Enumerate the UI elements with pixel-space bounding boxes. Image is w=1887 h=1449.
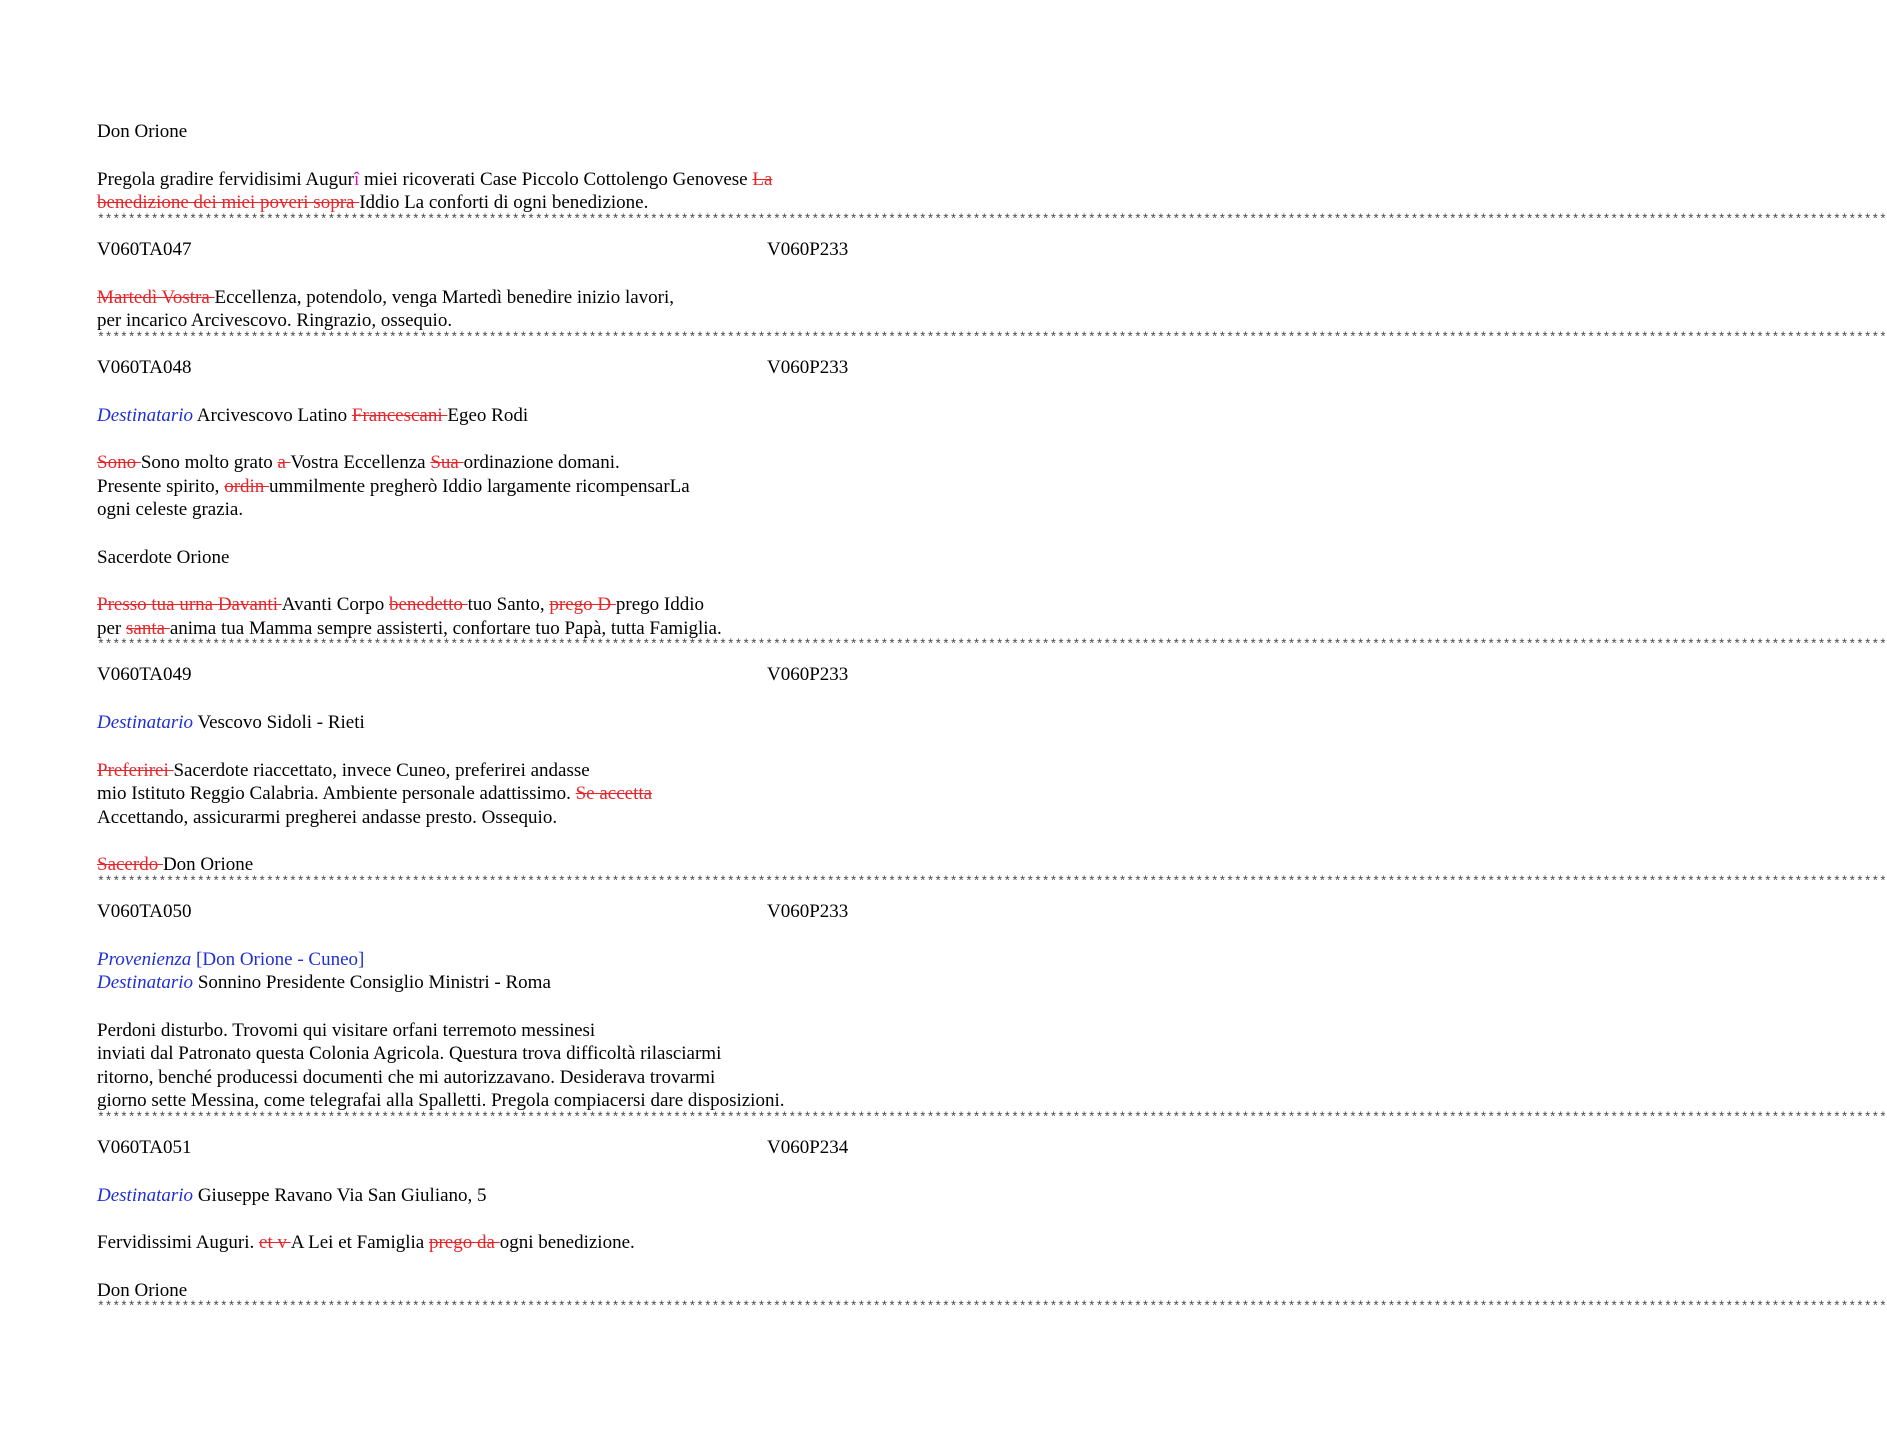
separator-text: ***************************************************************************************************************************************************************************************************************************************** — [97, 873, 1887, 889]
blank-line — [97, 144, 937, 168]
document-code-row — [97, 663, 937, 687]
deleted-text: santa — [126, 617, 170, 639]
blank-line — [97, 995, 937, 1019]
text-line — [97, 1019, 937, 1043]
blank-line — [97, 687, 937, 711]
deleted-text: benedizione dei miei poveri sopra — [97, 192, 360, 213]
highlighted-char: î — [353, 168, 360, 190]
separator-text: ***************************************************************************************************************************************************************************************************************************************** — [97, 637, 1887, 652]
deleted-text: prego da — [428, 1232, 500, 1253]
blank-line — [97, 522, 937, 546]
deleted-text: Se accetta — [575, 783, 653, 804]
deleted-text: Sua — [430, 452, 464, 473]
text-line — [97, 1231, 937, 1255]
blank-line — [97, 1207, 937, 1231]
separator-text: ***************************************************************************************************************************************************************************************************************************************** — [97, 329, 1887, 345]
text-run: Sacerdote riaccettato, invece Cuneo, preferirei andasse — [173, 759, 590, 781]
text-line — [97, 451, 937, 475]
text-run: ritorno, benché producessi documenti che mi autorizzavano. Desiderava trovarmi — [97, 1066, 716, 1088]
text-run: Vostra Eccellenza — [290, 452, 431, 473]
text-run: per incarico Arcivescovo. Ringrazio, ossequio. — [97, 310, 453, 331]
asterisk-separator — [97, 329, 1887, 356]
separator-text: ***************************************************************************************************************************************************************************************************************************************** — [97, 211, 1887, 227]
text-run: Eccellenza, potendolo, venga Martedì benedire inizio lavori, — [214, 286, 675, 308]
text-line — [97, 759, 937, 783]
text-run: A Lei et Famiglia — [290, 1232, 429, 1253]
text-line — [97, 1184, 937, 1208]
asterisk-separator — [97, 873, 1887, 900]
deleted-text: Sacerdo — [97, 854, 163, 875]
text-line — [97, 711, 937, 735]
blank-line — [97, 735, 937, 759]
deleted-text: La — [752, 168, 773, 190]
text-run: Avanti Corpo — [281, 594, 389, 615]
field-label: Provenienza — [97, 948, 192, 970]
text-run: Don Orione — [97, 121, 188, 142]
text-run: Don Orione — [97, 1279, 188, 1301]
text-run: ummilmente pregherò Iddio largamente ricompensarLa — [269, 475, 690, 497]
text-run: Pregola gradire fervidisimi Augur — [97, 168, 354, 190]
text-line — [97, 948, 937, 972]
field-label: Destinatario — [97, 404, 194, 426]
telegram-code: V060TA050 — [97, 900, 192, 922]
text-line — [97, 168, 937, 192]
deleted-text: Francescani — [351, 404, 448, 426]
text-line — [97, 971, 937, 995]
asterisk-separator — [97, 637, 1887, 663]
text-run: giorno sette Messina, come telegrafai alla Spalletti. Pregola compiacersi dare disposizioni. — [97, 1090, 785, 1111]
separator-text: ***************************************************************************************************************************************************************************************************************************************** — [97, 1109, 1887, 1125]
text-run: Sacerdote Orione — [97, 546, 230, 568]
text-run: Arcivescovo Latino — [193, 404, 352, 426]
telegram-code: V060TA047 — [97, 238, 192, 260]
asterisk-separator — [97, 1299, 1887, 1325]
text-run: tuo Santo, — [467, 594, 550, 615]
text-line — [97, 806, 937, 830]
text-run: prego Iddio — [615, 594, 705, 615]
deleted-text: Presso tua urna Davanti — [97, 594, 282, 615]
separator-text: ***************************************************************************************************************************************************************************************************************************************** — [97, 1299, 1887, 1314]
text-run: Vescovo Sidoli - Rieti — [193, 712, 365, 733]
blue-annotation: [Don Orione - Cuneo] — [196, 948, 365, 970]
document-code-row — [97, 238, 937, 262]
blank-line — [97, 1255, 937, 1279]
deleted-text: et v — [259, 1232, 291, 1253]
text-line — [97, 1042, 937, 1066]
deleted-text: Sono — [97, 452, 141, 473]
page-code: V060P233 — [767, 900, 849, 922]
text-run: Giuseppe Ravano Via San Giuliano, 5 — [193, 1184, 487, 1206]
text-line — [97, 546, 937, 570]
page-code: V060P233 — [767, 238, 849, 260]
text-run: ogni celeste grazia. — [97, 499, 244, 520]
text-line — [97, 853, 937, 877]
field-label: Destinatario — [97, 1184, 194, 1206]
text-run: Don Orione — [162, 854, 254, 875]
document-body — [97, 120, 1887, 1325]
text-run: Presente spirito, — [97, 475, 225, 497]
deleted-text: prego D — [549, 594, 616, 615]
text-run: per — [97, 617, 127, 639]
text-run: Accettando, assicurarmi pregherei andasse presto. Ossequio. — [97, 806, 558, 828]
text-run: Sonnino Presidente Consiglio Ministri - Roma — [193, 972, 551, 993]
page-code: V060P233 — [767, 664, 849, 685]
text-run: Sono molto grato — [140, 452, 278, 473]
blank-line — [97, 380, 937, 404]
text-line — [97, 120, 937, 144]
text-line — [97, 593, 937, 617]
blank-line — [97, 262, 937, 286]
text-run: mio Istituto Reggio Calabria. Ambiente personale adattissimo. — [97, 783, 576, 804]
asterisk-separator — [97, 1109, 1887, 1136]
document-code-row — [97, 900, 937, 924]
blank-line — [97, 1160, 937, 1184]
text-line — [97, 286, 937, 310]
blank-line — [97, 829, 937, 853]
field-label: Destinatario — [97, 712, 194, 733]
telegram-code: V060TA048 — [97, 356, 192, 378]
text-run: Egeo Rodi — [447, 404, 529, 426]
deleted-text: Martedì Vostra — [97, 286, 215, 308]
blank-line — [97, 569, 937, 593]
deleted-text: Preferirei — [97, 759, 174, 781]
text-line — [97, 309, 937, 333]
text-line — [97, 404, 937, 428]
text-run: ordinazione domani. — [463, 452, 620, 473]
telegram-code: V060TA049 — [97, 664, 192, 685]
text-run: Perdoni disturbo. Trovomi qui visitare orfani terremoto messinesi — [97, 1019, 596, 1041]
text-line — [97, 782, 937, 806]
text-line — [97, 1066, 937, 1090]
deleted-text: benedetto — [389, 594, 468, 615]
deleted-text: a — [277, 452, 291, 473]
field-label: Destinatario — [97, 972, 194, 993]
text-line — [97, 498, 937, 522]
document-code-row — [97, 356, 937, 380]
deleted-text: ordin — [224, 475, 270, 497]
text-run: miei ricoverati Case Piccolo Cottolengo Genovese — [359, 168, 753, 190]
blank-line — [97, 427, 937, 451]
text-line — [97, 1089, 937, 1113]
text-line — [97, 191, 937, 215]
page-code: V060P233 — [767, 356, 849, 378]
page-code: V060P234 — [767, 1136, 849, 1158]
text-run: ogni benedizione. — [499, 1232, 635, 1253]
telegram-code: V060TA051 — [97, 1136, 192, 1158]
text-run: inviati dal Patronato questa Colonia Agricola. Questura trova difficoltà rilasciarmi — [97, 1043, 722, 1064]
text-run: Iddio La conforti di ogni benedizione. — [359, 192, 649, 213]
text-line — [97, 475, 937, 499]
text-run: Fervidissimi Auguri. — [97, 1232, 260, 1253]
document-code-row — [97, 1136, 937, 1160]
blank-line — [97, 924, 937, 948]
asterisk-separator — [97, 211, 1887, 238]
text-run: anima tua Mamma sempre assisterti, confortare tuo Papà, tutta Famiglia. — [169, 617, 722, 639]
